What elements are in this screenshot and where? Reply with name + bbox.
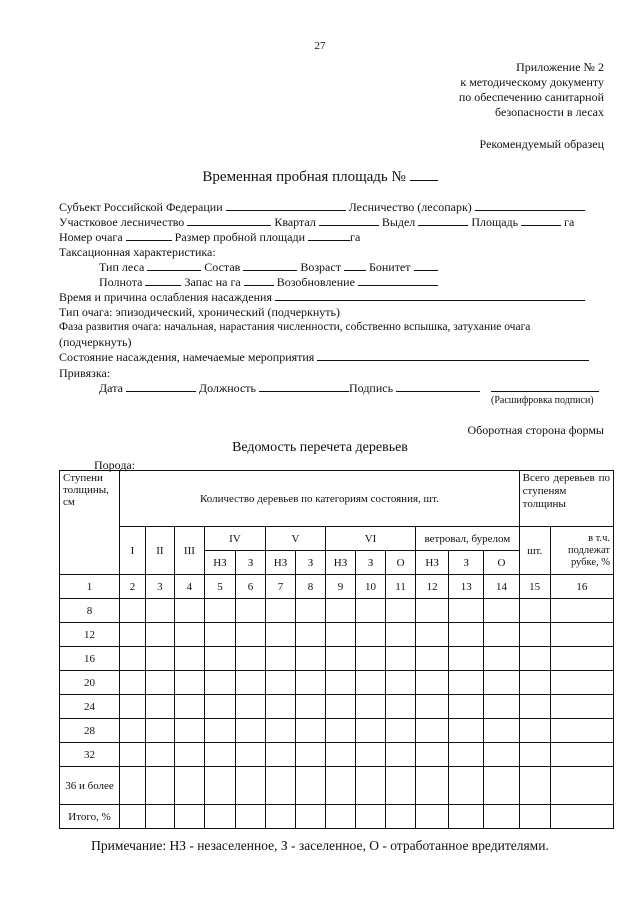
fullness-field[interactable] (145, 276, 181, 286)
table-row (60, 805, 614, 829)
table-row (60, 671, 614, 695)
data-cell[interactable] (235, 599, 265, 623)
data-cell[interactable] (550, 647, 613, 671)
recommended-sample: Рекомендуемый образец (479, 137, 604, 151)
appendix-line-1: Приложение № 2 (516, 60, 604, 74)
data-cell[interactable] (449, 743, 484, 767)
data-cell[interactable] (449, 671, 484, 695)
data-cell[interactable] (296, 719, 326, 743)
header-cat-v: V (265, 527, 325, 551)
focus-type-line: Тип очага: эпизодический, хронический (подчеркнуть) (59, 305, 341, 319)
table-row (60, 767, 614, 805)
column-number-cell: 11 (386, 575, 416, 599)
data-cell[interactable] (296, 623, 326, 647)
column-number-cell: 16 (550, 575, 613, 599)
data-cell[interactable] (484, 805, 519, 829)
data-cell[interactable] (519, 805, 550, 829)
row-label-cell: 8 (60, 599, 120, 623)
breed-label: Порода: (94, 458, 136, 472)
data-cell[interactable] (386, 719, 416, 743)
renewal-field[interactable] (358, 276, 438, 286)
date-field[interactable] (126, 382, 196, 392)
district-label: Участковое лесничество (59, 215, 185, 229)
data-cell[interactable] (326, 695, 356, 719)
data-cell[interactable] (326, 767, 356, 805)
data-cell[interactable] (326, 719, 356, 743)
row-forest-type (99, 260, 438, 274)
data-cell[interactable] (519, 767, 550, 805)
data-cell[interactable] (326, 599, 356, 623)
data-cell[interactable] (265, 647, 295, 671)
header-steps: Ступени толщины, см (60, 471, 120, 575)
data-cell[interactable] (120, 647, 146, 671)
header-cat-iv: IV (204, 527, 265, 551)
data-cell[interactable] (416, 743, 449, 767)
data-cell[interactable] (235, 719, 265, 743)
data-cell[interactable] (484, 719, 519, 743)
focus-number-label: Номер очага (59, 230, 123, 244)
data-cell[interactable] (484, 623, 519, 647)
data-cell[interactable] (235, 695, 265, 719)
data-cell[interactable] (326, 671, 356, 695)
position-label: Должность (198, 381, 256, 395)
table-row (60, 695, 614, 719)
data-cell[interactable] (145, 599, 174, 623)
header-count: Количество деревьев по категориям состояния, шт. (120, 471, 520, 527)
data-cell[interactable] (326, 805, 356, 829)
header-incl: в т.ч. подлежат рубке, % (550, 527, 613, 575)
data-cell[interactable] (235, 743, 265, 767)
data-cell[interactable] (204, 599, 235, 623)
data-cell[interactable] (145, 647, 174, 671)
data-cell[interactable] (296, 647, 326, 671)
data-cell[interactable] (296, 599, 326, 623)
column-number-cell: 8 (296, 575, 326, 599)
data-cell[interactable] (120, 623, 146, 647)
data-cell[interactable] (550, 671, 613, 695)
weakening-field[interactable] (275, 291, 585, 301)
data-cell[interactable] (326, 623, 356, 647)
document-title (0, 169, 640, 186)
quarter-field[interactable] (319, 216, 379, 226)
row-state (59, 350, 589, 364)
data-cell[interactable] (519, 719, 550, 743)
row-label-cell: 20 (60, 671, 120, 695)
signature-decode-label: (Расшифровка подписи) (491, 395, 594, 406)
composition-label: Состав (204, 260, 241, 274)
data-cell[interactable] (120, 671, 146, 695)
phase-line-2: (подчеркнуть) (59, 335, 132, 349)
age-field[interactable] (344, 261, 366, 271)
row-label-cell: 24 (60, 695, 120, 719)
data-cell[interactable] (550, 599, 613, 623)
column-number-cell: 12 (416, 575, 449, 599)
data-cell[interactable] (204, 623, 235, 647)
data-cell[interactable] (265, 695, 295, 719)
data-cell[interactable] (235, 647, 265, 671)
data-cell[interactable] (145, 671, 174, 695)
renewal-label: Возобновление (276, 275, 355, 289)
column-number-cell: 14 (484, 575, 519, 599)
data-cell[interactable] (265, 671, 295, 695)
header-cat-iii: III (174, 527, 204, 575)
data-cell[interactable] (449, 599, 484, 623)
row-label-cell: 28 (60, 719, 120, 743)
data-cell[interactable] (449, 719, 484, 743)
appendix-block (459, 60, 604, 120)
data-cell[interactable] (386, 767, 416, 805)
subheader-cell: О (484, 551, 519, 575)
header-sht: шт. (519, 527, 550, 575)
row-label-cell: 36 и более (60, 767, 120, 805)
appendix-line-4: безопасности в лесах (495, 105, 604, 119)
column-number-cell: 15 (519, 575, 550, 599)
subheader-cell: О (386, 551, 416, 575)
appendix-line-2: к методическому документу (460, 75, 604, 89)
age-label: Возраст (300, 260, 341, 274)
table-row (60, 623, 614, 647)
data-cell[interactable] (356, 767, 386, 805)
data-cell[interactable] (386, 623, 416, 647)
data-cell[interactable] (204, 671, 235, 695)
plot-size-label: Размер пробной площади (174, 230, 306, 244)
data-cell[interactable] (356, 743, 386, 767)
data-cell[interactable] (550, 623, 613, 647)
data-cell[interactable] (174, 767, 204, 805)
data-cell[interactable] (204, 743, 235, 767)
subheader-cell: З (296, 551, 326, 575)
allotment-field[interactable] (418, 216, 468, 226)
data-cell[interactable] (356, 719, 386, 743)
data-cell[interactable] (145, 805, 174, 829)
row-fullness (99, 275, 438, 289)
subheader-cell: З (235, 551, 265, 575)
table-note: Примечание: НЗ - незаселенное, З - заселенное, О - отработанное вредителями. (91, 838, 549, 853)
subheader-cell: НЗ (416, 551, 449, 575)
data-cell[interactable] (296, 695, 326, 719)
quarter-label: Квартал (274, 215, 316, 229)
data-cell[interactable] (484, 671, 519, 695)
data-cell[interactable] (356, 671, 386, 695)
signature-field[interactable] (396, 382, 480, 392)
data-cell[interactable] (449, 623, 484, 647)
data-cell[interactable] (265, 767, 295, 805)
data-cell[interactable] (174, 743, 204, 767)
forest-type-field[interactable] (147, 261, 201, 271)
reverse-side-label: Оборотная сторона формы (467, 423, 604, 437)
data-cell[interactable] (416, 719, 449, 743)
data-cell[interactable] (416, 623, 449, 647)
column-number-cell: 3 (145, 575, 174, 599)
data-cell[interactable] (265, 719, 295, 743)
data-cell[interactable] (386, 695, 416, 719)
data-cell[interactable] (416, 695, 449, 719)
subheader-cell: НЗ (204, 551, 235, 575)
area-label: Площадь (471, 215, 519, 229)
data-cell[interactable] (204, 647, 235, 671)
state-field[interactable] (317, 351, 589, 361)
data-cell[interactable] (120, 695, 146, 719)
data-cell[interactable] (296, 743, 326, 767)
column-number-cell: 7 (265, 575, 295, 599)
date-label: Дата (99, 381, 123, 395)
data-cell[interactable] (416, 805, 449, 829)
signature-decode-field[interactable] (491, 382, 599, 392)
data-cell[interactable] (550, 767, 613, 805)
data-cell[interactable] (519, 599, 550, 623)
appendix-line-3: по обеспечению санитарной (458, 90, 604, 104)
phase-line-1: Фаза развития очага: начальная, нарастания численности, собственно вспышка, затухание очага (59, 321, 531, 333)
row-signature (99, 381, 599, 395)
data-cell[interactable] (416, 671, 449, 695)
row-label-cell: 12 (60, 623, 120, 647)
stock-label: Запас на га (184, 275, 241, 289)
data-cell[interactable] (235, 671, 265, 695)
data-cell[interactable] (449, 695, 484, 719)
data-cell[interactable] (356, 805, 386, 829)
data-cell[interactable] (174, 623, 204, 647)
data-cell[interactable] (416, 647, 449, 671)
subheader-cell: НЗ (265, 551, 295, 575)
binding-label: Привязка: (59, 366, 111, 380)
data-cell[interactable] (484, 599, 519, 623)
focus-number-field[interactable] (126, 231, 172, 241)
data-cell[interactable] (449, 647, 484, 671)
data-cell[interactable] (484, 695, 519, 719)
data-cell[interactable] (519, 695, 550, 719)
data-cell[interactable] (235, 767, 265, 805)
title-text: Временная пробная площадь № (202, 169, 406, 185)
row-label-cell: Итого, % (60, 805, 120, 829)
data-cell[interactable] (145, 743, 174, 767)
stock-field[interactable] (244, 276, 274, 286)
data-cell[interactable] (296, 767, 326, 805)
data-cell[interactable] (416, 767, 449, 805)
data-cell[interactable] (550, 805, 613, 829)
data-cell[interactable] (386, 743, 416, 767)
table-row (60, 599, 614, 623)
district-field[interactable] (187, 216, 271, 226)
data-cell[interactable] (204, 695, 235, 719)
area-unit: га (564, 215, 575, 229)
data-cell[interactable] (484, 647, 519, 671)
data-cell[interactable] (356, 695, 386, 719)
data-cell[interactable] (120, 599, 146, 623)
plot-size-field[interactable] (308, 231, 350, 241)
data-cell[interactable] (386, 599, 416, 623)
data-cell[interactable] (449, 767, 484, 805)
table-row (60, 647, 614, 671)
header-cat-ii: II (145, 527, 174, 575)
data-cell[interactable] (265, 623, 295, 647)
column-number-cell: 1 (60, 575, 120, 599)
data-cell[interactable] (120, 805, 146, 829)
data-cell[interactable] (265, 805, 295, 829)
data-cell[interactable] (550, 695, 613, 719)
tree-count-table (59, 470, 614, 829)
data-cell[interactable] (204, 719, 235, 743)
data-cell[interactable] (145, 695, 174, 719)
column-number-cell: 6 (235, 575, 265, 599)
composition-field[interactable] (243, 261, 297, 271)
data-cell[interactable] (174, 805, 204, 829)
forestry-field[interactable] (475, 201, 585, 211)
header-cat-i: I (120, 527, 146, 575)
data-cell[interactable] (174, 599, 204, 623)
subheader-cell: НЗ (326, 551, 356, 575)
data-cell[interactable] (204, 805, 235, 829)
data-cell[interactable] (519, 647, 550, 671)
table-row (60, 719, 614, 743)
data-cell[interactable] (174, 695, 204, 719)
forestry-label: Лесничество (лесопарк) (348, 200, 472, 214)
forest-type-label: Тип леса (99, 260, 145, 274)
data-cell[interactable] (449, 805, 484, 829)
row-weakening (59, 290, 585, 304)
data-cell[interactable] (519, 623, 550, 647)
bonitet-field[interactable] (414, 261, 438, 271)
signature-label: Подпись (349, 381, 394, 395)
data-cell[interactable] (386, 805, 416, 829)
row-focus (59, 230, 360, 244)
column-number-cell: 2 (120, 575, 146, 599)
data-cell[interactable] (235, 623, 265, 647)
table-row (60, 743, 614, 767)
data-cell[interactable] (265, 743, 295, 767)
header-cat-vi: VI (326, 527, 416, 551)
data-cell[interactable] (120, 719, 146, 743)
area-field[interactable] (521, 216, 561, 226)
column-number-cell: 4 (174, 575, 204, 599)
data-cell[interactable] (120, 767, 146, 805)
data-cell[interactable] (174, 719, 204, 743)
subject-label: Субъект Российской Федерации (59, 200, 223, 214)
subject-field[interactable] (226, 201, 346, 211)
data-cell[interactable] (174, 671, 204, 695)
row-label-cell: 32 (60, 743, 120, 767)
data-cell[interactable] (145, 623, 174, 647)
data-cell[interactable] (484, 743, 519, 767)
column-number-cell: 10 (356, 575, 386, 599)
data-cell[interactable] (296, 805, 326, 829)
table-title: Ведомость перечета деревьев (232, 440, 408, 455)
data-cell[interactable] (550, 743, 613, 767)
bonitet-label: Бонитет (368, 260, 411, 274)
allotment-label: Выдел (381, 215, 416, 229)
data-cell[interactable] (235, 805, 265, 829)
data-cell[interactable] (484, 767, 519, 805)
subheader-cell: З (356, 551, 386, 575)
data-cell[interactable] (386, 647, 416, 671)
row-district (59, 215, 574, 229)
column-number-cell: 13 (449, 575, 484, 599)
data-cell[interactable] (416, 599, 449, 623)
tax-char-label: Таксационная характеристика: (59, 245, 216, 259)
fullness-label: Полнота (99, 275, 143, 289)
state-label: Состояние насаждения, намечаемые мероприятия (59, 350, 315, 364)
data-cell[interactable] (296, 671, 326, 695)
header-total: Всего деревьев по ступеням толщины (519, 471, 613, 527)
position-field[interactable] (259, 382, 349, 392)
data-cell[interactable] (174, 647, 204, 671)
data-cell[interactable] (265, 599, 295, 623)
data-cell[interactable] (386, 671, 416, 695)
plot-number-field[interactable] (410, 170, 438, 181)
page-number: 27 (314, 40, 326, 52)
data-cell[interactable] (356, 623, 386, 647)
plot-size-unit: га (350, 230, 361, 244)
data-cell[interactable] (519, 671, 550, 695)
data-cell[interactable] (550, 719, 613, 743)
data-cell[interactable] (204, 767, 235, 805)
data-cell[interactable] (356, 599, 386, 623)
row-subject (59, 200, 585, 214)
data-cell[interactable] (120, 743, 146, 767)
column-number-cell: 9 (326, 575, 356, 599)
data-cell[interactable] (145, 719, 174, 743)
weakening-label: Время и причина ослабления насаждения (59, 290, 272, 304)
data-cell[interactable] (356, 647, 386, 671)
data-cell[interactable] (326, 743, 356, 767)
data-cell[interactable] (145, 767, 174, 805)
subheader-cell: З (449, 551, 484, 575)
row-label-cell: 16 (60, 647, 120, 671)
column-number-cell: 5 (204, 575, 235, 599)
data-cell[interactable] (326, 647, 356, 671)
data-cell[interactable] (519, 743, 550, 767)
header-cat-windfall: ветровал, бурелом (416, 527, 520, 551)
